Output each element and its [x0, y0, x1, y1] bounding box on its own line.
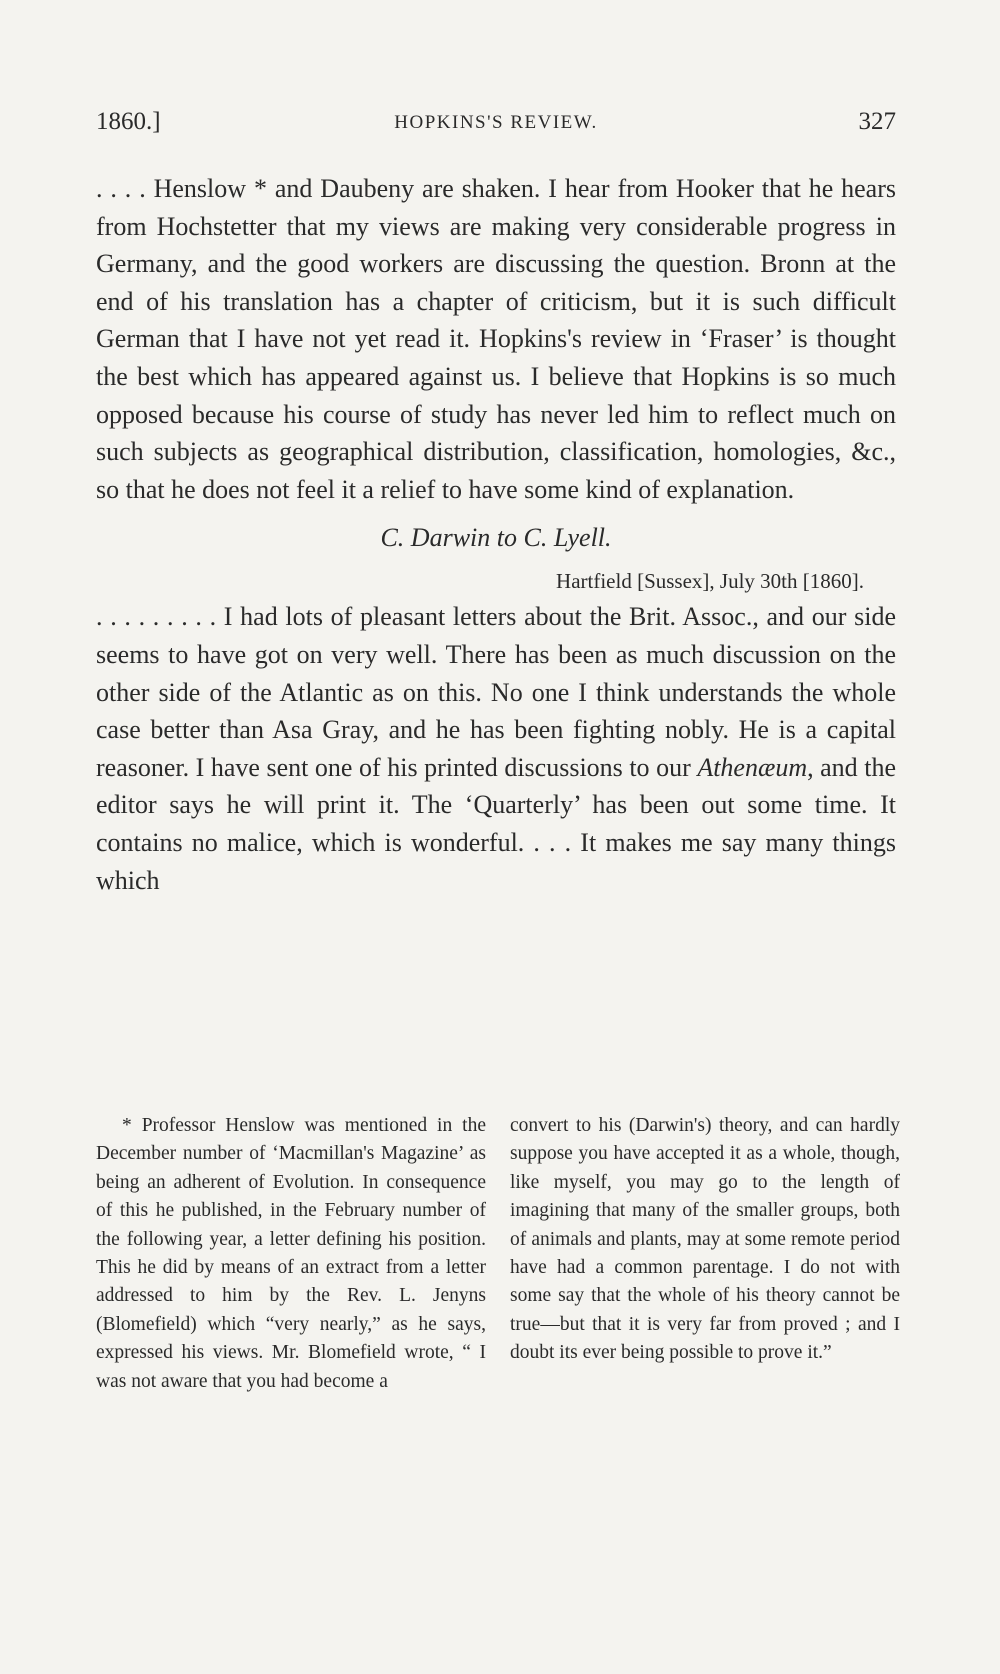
footnote-text-1: * Professor Henslow was mentioned in the December number of ‘Macmillan's Magazine’ as being an adherent of Evolution. In consequence of this he published, in the February number of the following year, a letter defining his position. This he did by means of an extract from a letter addressed to him by the Rev. L. Jenyns (Blomefield) which “very nearly,” as he says, expressed his views. Mr. Blomefield wrote, “ I was not aware that you had become a [96, 1115, 486, 1392]
body-paragraph-2-part-1: . . . . . . . . . I had lots of pleasant letters about the Brit. Assoc., and our side seems to have got on very well. There has been as much discussion on the other side of the Atlantic as on this. No one I think understands the whole case better than Asa Gray, and he has been fighting nobly. He is a capital reasoner. I have sent one of his printed discussions to our [96, 602, 896, 782]
page-number: 327 [858, 108, 896, 135]
body-paragraph-2-part-2: , and the editor says he will print it. The ‘Quarterly’ has been out some time. It contains no malice, which is wonderful. . . . It makes me say many things which [96, 752, 896, 895]
athenaeum-title: Athenæum [697, 752, 808, 782]
footnote-column-2 [510, 1112, 900, 1396]
running-header [96, 108, 896, 148]
header-year: 1860.] [96, 108, 161, 135]
body-paragraph-2 [96, 598, 896, 899]
letter-dateline: Hartfield [Sussex], July 30th [1860]. [556, 569, 864, 594]
running-title: HOPKINS'S REVIEW. [394, 112, 598, 133]
main-text [96, 170, 896, 899]
body-paragraph-1: . . . . Henslow * and Daubeny are shaken. I hear from Hooker that he hears from Hochstetter that my views are making very considerable progress in Germany, and the good workers are discussing the question. Bronn at the end of his translation has a chapter of criticism, but it is such difficult German that I have not yet read it. Hopkins's review in ‘Fraser’ is thought the best which has appeared against us. I believe that Hopkins is so much opposed because his course of study has never led him to reflect much on such subjects as geographical distribution, classification, homologies, &c., so that he does not feel it a relief to have some kind of explanation. [96, 174, 896, 504]
footnote-text-2: convert to his (Darwin's) theory, and can hardly suppose you have accepted it as a whole, though, like myself, you may go to the length of imagining that many of the smaller groups, both of animals and plants, may at some remote period have had a common parentage. I do not with some say that the whole of his theory cannot be true—but that it is very far from proved ; and I doubt its ever being possible to prove it.” [510, 1115, 900, 1364]
footnote-column-1 [96, 1112, 486, 1396]
footnotes [96, 1112, 900, 1396]
letter-heading: C. Darwin to C. Lyell. [380, 523, 612, 553]
